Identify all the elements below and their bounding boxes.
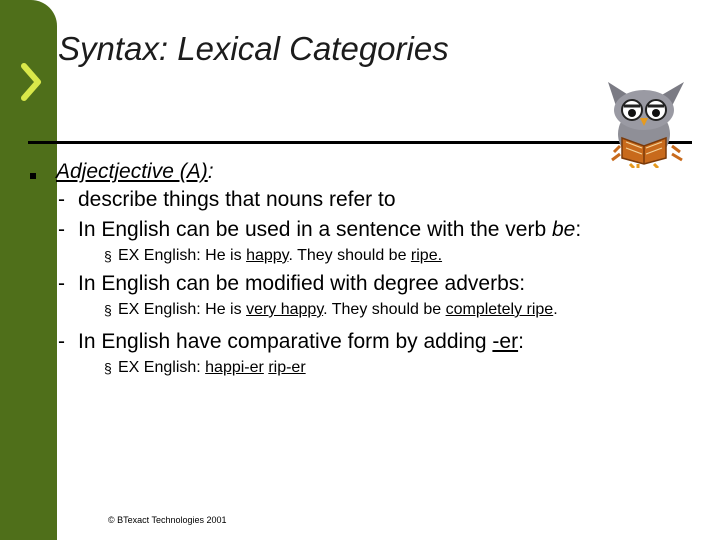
sidebar-band: [0, 0, 57, 540]
example-degree: [118, 301, 558, 319]
example-be-prefix: EX English: He is: [118, 247, 247, 264]
item-comparative: [78, 330, 524, 354]
section-marker-3: §: [104, 360, 112, 376]
section-marker-1: §: [104, 248, 112, 264]
item-verb-be: [78, 218, 581, 242]
example-comparative-prefix: EX English:: [118, 359, 206, 376]
example-be: [118, 247, 442, 265]
dash-3: -: [58, 272, 65, 295]
dash-2: -: [58, 218, 65, 241]
item-verb-be-emphasis: be: [551, 218, 576, 241]
heading-adjective: [56, 160, 214, 184]
example-comparative-word2: rip-er: [268, 359, 306, 376]
example-be-word1: happy: [246, 247, 289, 264]
item-verb-be-colon: :: [575, 218, 582, 241]
footer-copyright: © BTexact Technologies 2001: [108, 515, 227, 525]
example-degree-word1: very happy: [246, 301, 324, 318]
item-describe: describe things that nouns refer to: [78, 188, 396, 211]
example-degree-prefix: EX English: He is: [118, 301, 247, 318]
slide-title: Syntax: Lexical Categories: [58, 30, 449, 67]
owl-reading-book-icon: [604, 76, 688, 168]
example-be-word2: ripe.: [410, 247, 443, 264]
example-comparative-word1: happi-er: [205, 359, 264, 376]
heading-label: Adjectjective (A): [56, 160, 208, 183]
example-degree-end: .: [553, 301, 558, 318]
heading-suffix: :: [207, 160, 214, 183]
item-verb-be-text: In English can be used in a sentence with the verb: [78, 218, 552, 241]
example-degree-word2: completely ripe: [445, 301, 554, 318]
dash-4: -: [58, 330, 65, 353]
example-degree-middle: . They should be: [323, 301, 446, 318]
section-marker-2: §: [104, 302, 112, 318]
item-comparative-suffix: -er: [492, 330, 519, 353]
item-degree: In English can be modified with degree adverbs:: [78, 272, 526, 295]
chevron-right-icon: [18, 62, 44, 102]
example-be-middle: . They should be: [288, 247, 411, 264]
item-comparative-text: In English have comparative form by adding: [78, 330, 493, 353]
dash-1: -: [58, 188, 65, 211]
example-comparative: [118, 359, 306, 377]
item-comparative-colon: :: [518, 330, 524, 353]
bullet-square: [30, 173, 36, 179]
title-divider: [28, 141, 692, 144]
